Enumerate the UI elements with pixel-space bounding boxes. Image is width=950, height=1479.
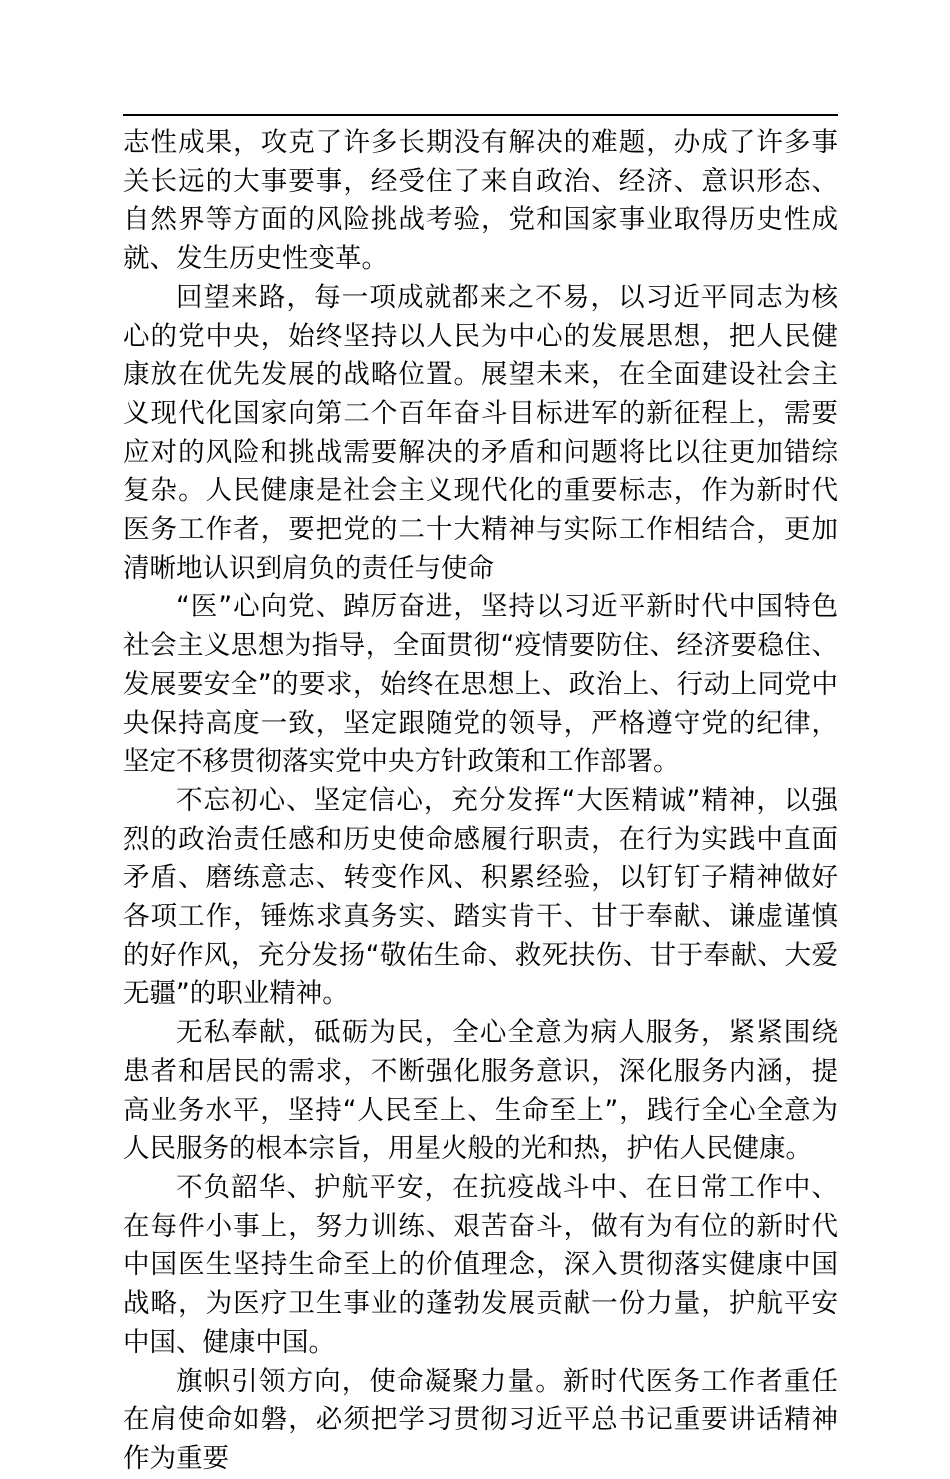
paragraph-7: 旗帜引领方向，使命凝聚力量。新时代医务工作者重任在肩使命如磐，必须把学习贯彻习近平总书记重要讲话精神作为重要 (123, 1365, 838, 1474)
paragraph-6: 不负韶华、护航平安，在抗疫战斗中、在日常工作中、在每件小事上，努力训练、艰苦奋斗，做有为有位的新时代中国医生坚持生命至上的价值理念，深入贯彻落实健康中国战略，为医疗卫生事业的蓬勃发展贡献一份力量，护航平安中国、健康中国。 (123, 1171, 838, 1358)
header-rule (123, 114, 838, 116)
paragraph-3: “医”心向党、踔厉奋进，坚持以习近平新时代中国特色社会主义思想为指导，全面贯彻“疫情要防住、经济要稳住、发展要安全”的要求，始终在思想上、政治上、行动上同党中央保持高度一致，坚定跟随党的领导，严格遵守党的纪律，坚定不移贯彻落实党中央方针政策和工作部署。 (123, 591, 838, 778)
paragraph-5: 无私奉献，砥砺为民，全心全意为病人服务，紧紧围绕患者和居民的需求，不断强化服务意识，深化服务内涵，提高业务水平，坚持“人民至上、生命至上”，践行全心全意为人民服务的根本宗旨，用星火般的光和热，护佑人民健康。 (123, 1017, 838, 1165)
paragraph-1: 志性成果，攻克了许多长期没有解决的难题，办成了许多事关长远的大事要事，经受住了来自政治、经济、意识形态、自然界等方面的风险挑战考验，党和国家事业取得历史性成就、发生历史性变革。 (123, 127, 838, 275)
body-text (123, 124, 838, 1479)
paragraph-2: 回望来路，每一项成就都来之不易，以习近平同志为核心的党中央，始终坚持以人民为中心的发展思想，把人民健康放在优先发展的战略位置。展望未来，在全面建设社会主义现代化国家向第二个百年奋斗目标进军的新征程上，需要应对的风险和挑战需要解决的矛盾和问题将比以往更加错综复杂。人民健康是社会主义现代化的重要标志，作为新时代医务工作者，要把党的二十大精神与实际工作相结合，更加清晰地认识到肩负的责任与使命 (123, 281, 838, 584)
paragraph-4: 不忘初心、坚定信心，充分发挥“大医精诚”精神，以强烈的政治责任感和历史使命感履行职责，在行为实践中直面矛盾、磨练意志、转变作风、积累经验，以钉钉子精神做好各项工作，锤炼求真务实、踏实肯干、甘于奉献、谦虚谨慎的好作风，充分发扬“敬佑生命、救死扶伤、甘于奉献、大爱无疆”的职业精神。 (123, 784, 838, 1010)
